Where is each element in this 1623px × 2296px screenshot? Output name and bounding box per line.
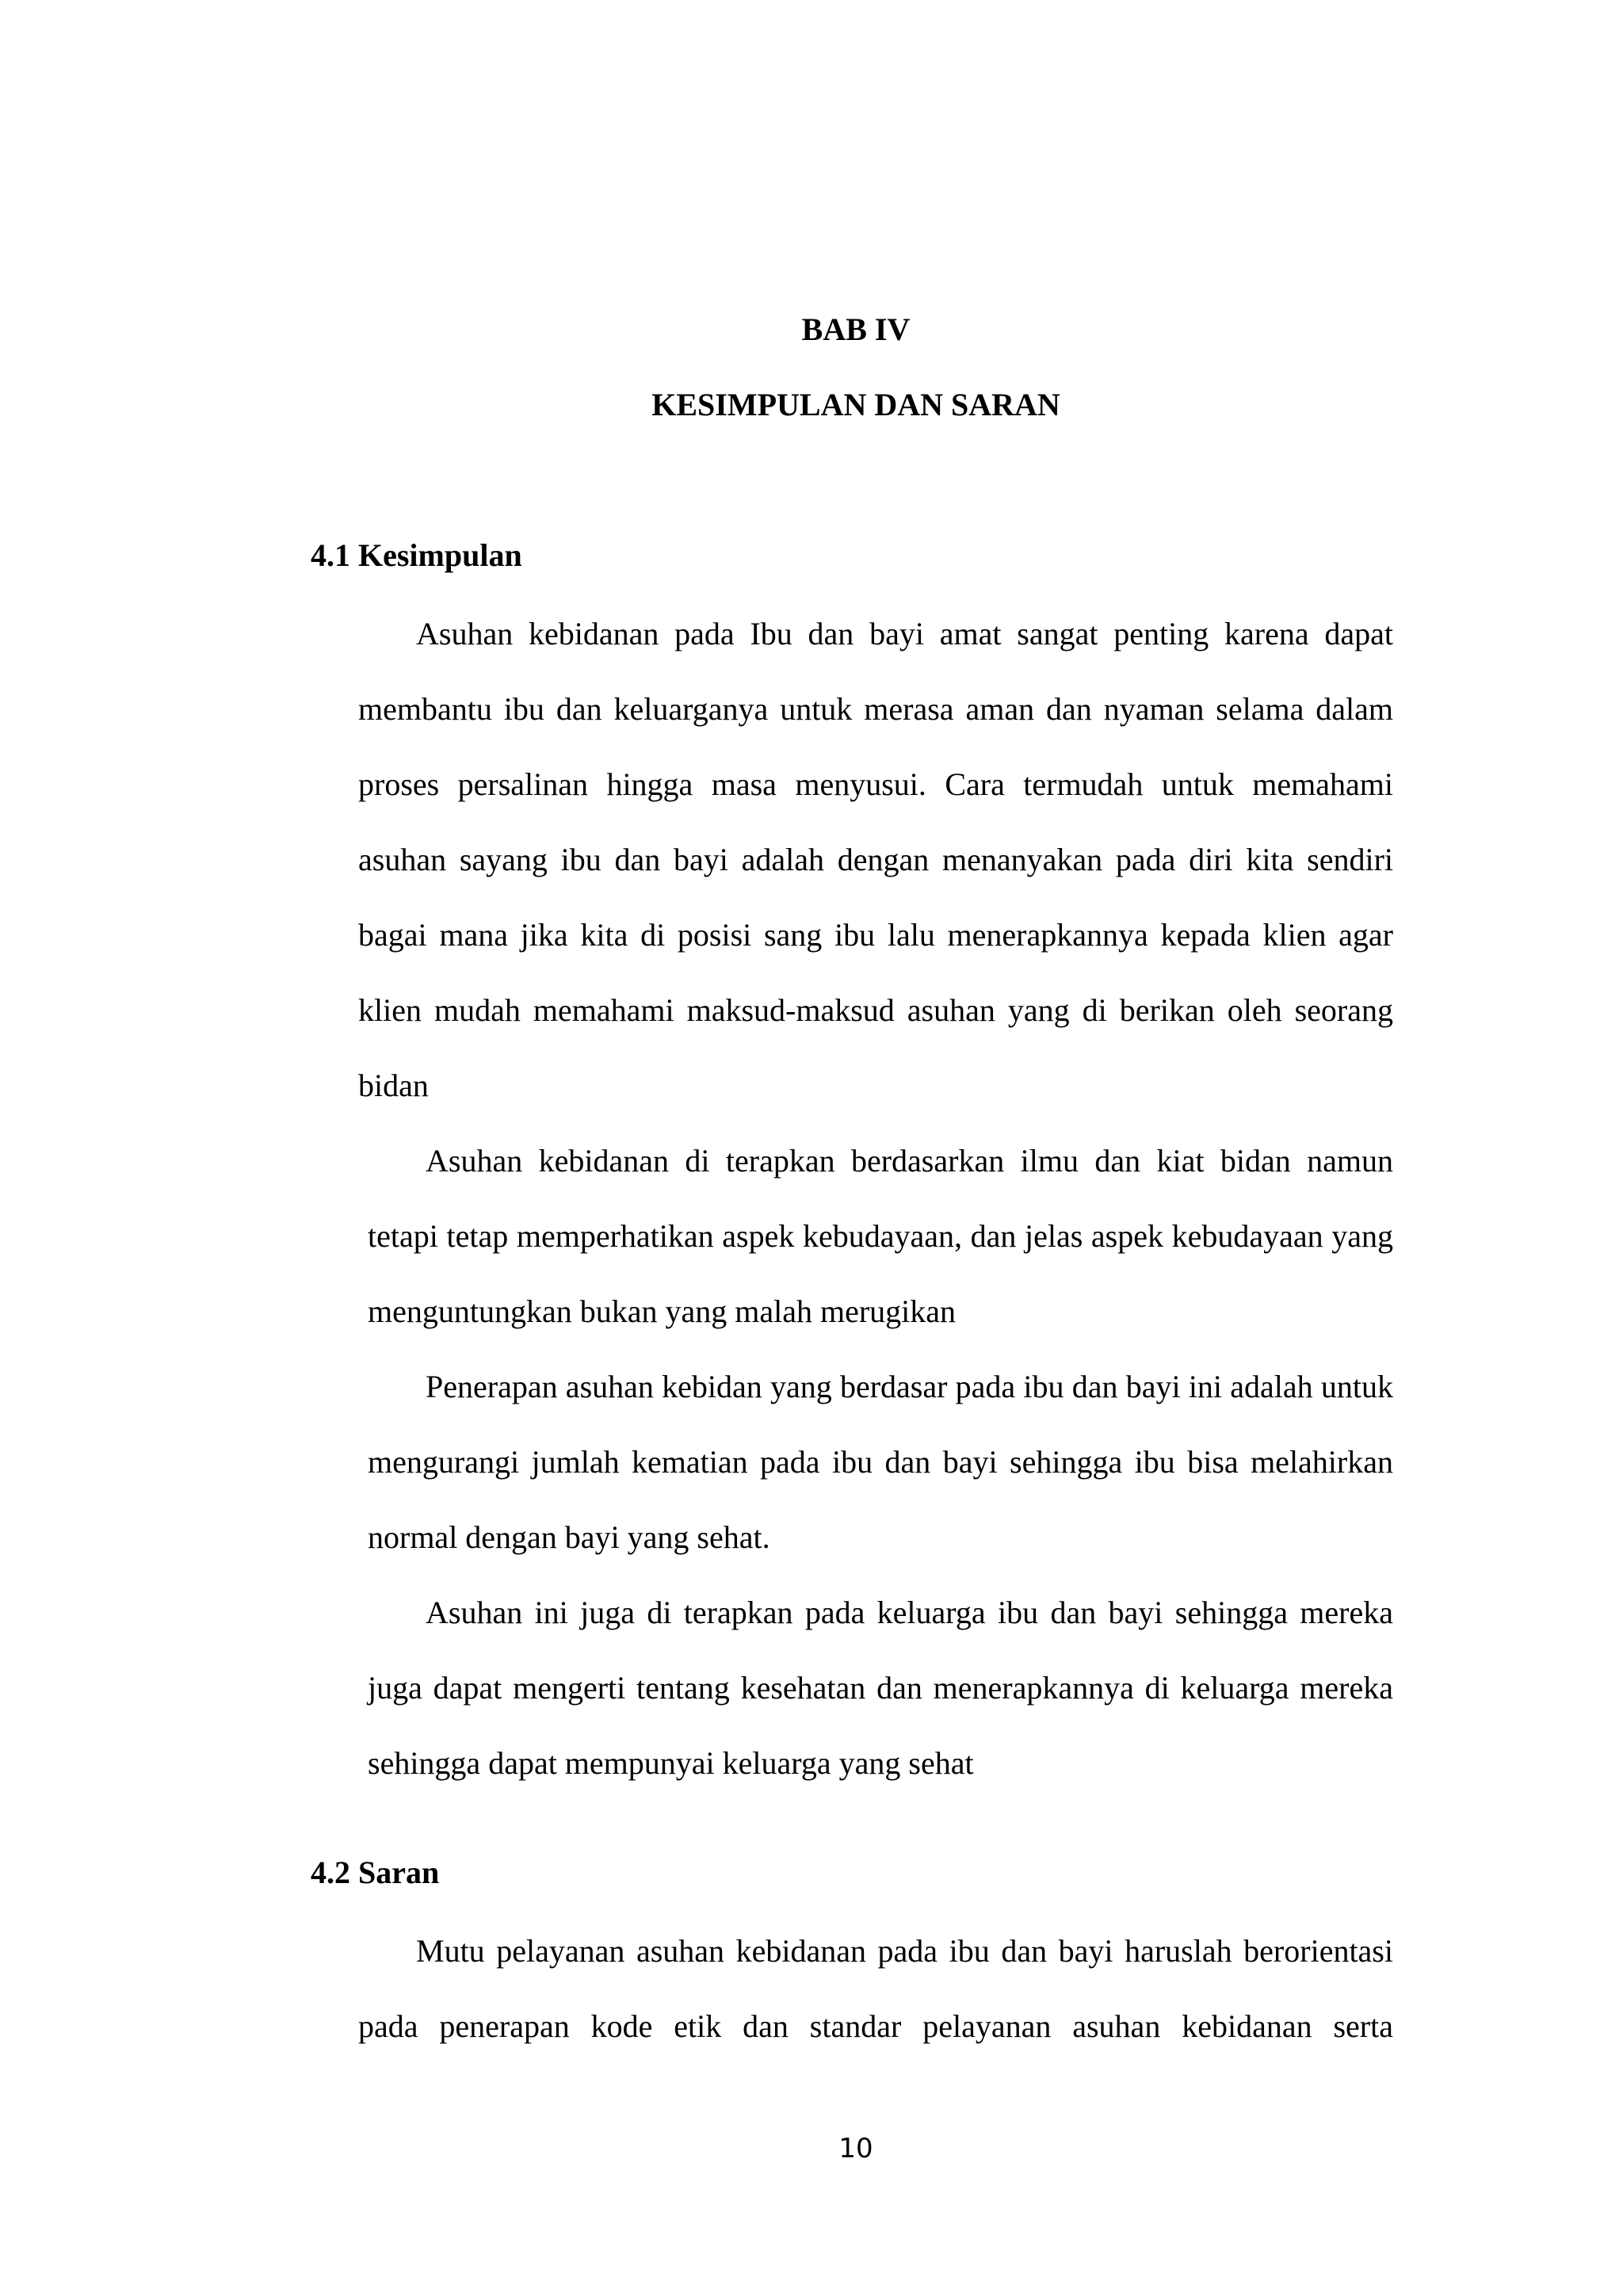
paragraph-kesimpulan-4: Asuhan ini juga di terapkan pada keluarga ibu dan bayi sehingga mereka juga dapat mengerti tentang kesehatan dan menerapkannya di keluarga mereka sehingga dapat mempunyai keluarga yang sehat xyxy=(368,1595,1393,1781)
section-heading-saran: 4.2 Saran xyxy=(311,1855,440,1890)
chapter-title: KESIMPULAN DAN SARAN xyxy=(651,387,1060,422)
chapter-number: BAB IV xyxy=(801,311,911,347)
paragraph-kesimpulan-3: Penerapan asuhan kebidan yang berdasar pada ibu dan bayi ini adalah untuk mengurangi jumlah kematian pada ibu dan bayi sehingga ibu bisa melahirkan normal dengan bayi yang sehat. xyxy=(368,1369,1393,1555)
paragraph-kesimpulan-1: Asuhan kebidanan pada Ibu dan bayi amat sangat penting karena dapat membantu ibu dan keluarganya untuk merasa aman dan nyaman selama dalam proses persalinan hingga masa menyusui. Cara termudah untuk memahami asuhan sayang ibu dan bayi adalah dengan menanyakan pada diri kita sendiri bagai mana jika kita di posisi sang ibu lalu menerapkannya kepada klien agar klien mudah memahami maksud-maksud asuhan yang di berikan oleh seorang bidan xyxy=(358,616,1393,1103)
paragraph-kesimpulan-2: Asuhan kebidanan di terapkan berdasarkan ilmu dan kiat bidan namun tetapi tetap memperhatikan aspek kebudayaan, dan jelas aspek kebudayaan yang menguntungkan bukan yang malah merugikan xyxy=(368,1143,1393,1329)
paragraph-saran-1: Mutu pelayanan asuhan kebidanan pada ibu dan bayi haruslah berorientasi pada penerapan kode etik dan standar pelayanan asuhan kebidanan serta xyxy=(358,1933,1393,2044)
page-number: 10 xyxy=(838,2133,873,2164)
section-heading-kesimpulan: 4.1 Kesimpulan xyxy=(311,537,522,573)
